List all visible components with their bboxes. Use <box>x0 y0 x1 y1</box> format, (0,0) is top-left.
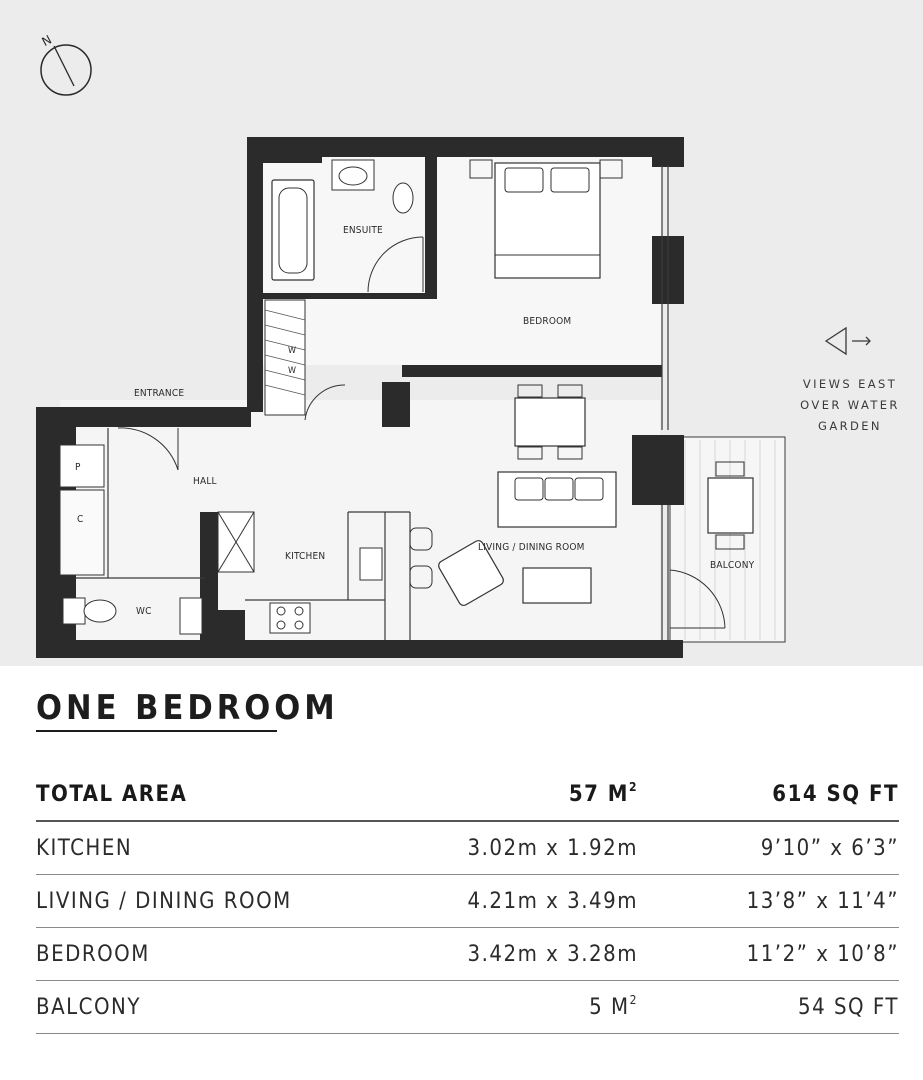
row-imperial: 11’2” x 10’8” <box>638 928 899 981</box>
compass-icon <box>39 32 91 95</box>
row-metric: 5 $M^2$ <box>456 981 638 1034</box>
row-metric: 3.02m x 1.92m <box>456 821 638 875</box>
row-imperial: 9’10” x 6’3” <box>638 821 899 875</box>
row-metric: 3.42m x 3.28m <box>456 928 638 981</box>
row-name: BEDROOM <box>36 928 456 981</box>
eye-icon <box>826 328 870 354</box>
room-label-balcony: BALCONY <box>710 560 755 571</box>
room-label-living: LIVING / DINING ROOM <box>478 542 585 553</box>
table-header-row <box>36 768 899 821</box>
compass-north-label: N <box>39 32 54 49</box>
row-name: KITCHEN <box>36 821 456 875</box>
views-line-1: VIEWS EAST <box>802 377 898 391</box>
table-row <box>36 875 899 928</box>
room-label-p: P <box>75 462 81 473</box>
row-imperial: 54 SQ FT <box>638 981 899 1034</box>
views-line-2: OVER WATER <box>800 398 900 412</box>
table-row <box>36 821 899 875</box>
table-row <box>36 981 899 1034</box>
table-row <box>36 928 899 981</box>
views-note <box>790 374 910 437</box>
total-area-label: TOTAL AREA <box>36 768 456 821</box>
total-area-metric: 57 $M^2$ <box>456 768 638 821</box>
total-area-imperial: 614 SQ FT <box>638 768 899 821</box>
row-metric: 4.21m x 3.49m <box>456 875 638 928</box>
row-name: BALCONY <box>36 981 456 1034</box>
room-label-bedroom: BEDROOM <box>523 316 572 327</box>
room-label-wc: WC <box>136 606 152 617</box>
area-table <box>36 768 899 1034</box>
title-underline <box>36 730 277 732</box>
room-label-kitchen: KITCHEN <box>285 551 326 562</box>
room-label-wardrobe-2: W <box>288 366 297 376</box>
room-label-wardrobe-1: W <box>288 346 297 356</box>
room-label-entrance: ENTRANCE <box>134 388 185 399</box>
page-title: ONE BEDROOM <box>36 688 339 728</box>
room-label-c: C <box>77 514 84 525</box>
row-imperial: 13’8” x 11’4” <box>638 875 899 928</box>
row-name: LIVING / DINING ROOM <box>36 875 456 928</box>
room-label-hall: HALL <box>193 476 217 487</box>
room-label-ensuite: ENSUITE <box>343 225 383 236</box>
views-line-3: GARDEN <box>818 419 882 433</box>
